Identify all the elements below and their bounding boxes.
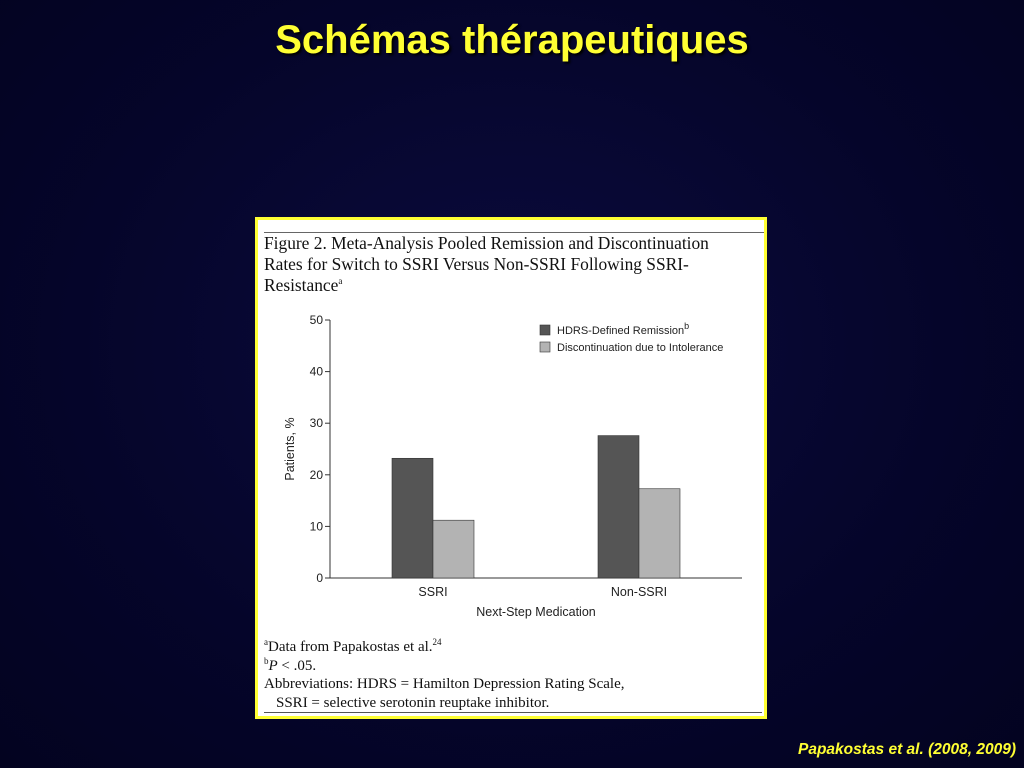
legend-swatch-remission: [540, 325, 550, 335]
y-axis: [310, 313, 330, 585]
legend-label-remission: [557, 321, 689, 337]
category-labels: [418, 585, 667, 599]
legend-swatch-discontinuation: [540, 342, 550, 352]
figure-title-line-3-text: Resistance: [264, 275, 339, 295]
x-tick-label: Non-SSRI: [610, 585, 668, 599]
note-abbreviations-line-2: SSRI = selective serotonin reuptake inhibitor.: [276, 694, 550, 711]
y-tick-label: 50: [309, 313, 323, 327]
figure-bottom-rule: [264, 712, 762, 713]
x-tick-label: SSRI: [418, 585, 448, 599]
bar-remission-non-ssri: [598, 436, 639, 578]
bar-discontinuation-ssri: [433, 520, 474, 578]
note-p-value: [264, 657, 764, 676]
y-tick-label: 10: [309, 519, 323, 534]
legend: [540, 321, 723, 354]
slide-title: Schémas thérapeutiques: [275, 18, 749, 62]
y-tick-label: 0: [316, 571, 323, 585]
note-p-value-text: < .05.: [277, 657, 317, 674]
legend-label-discontinuation: Discontinuation due to Intolerance: [557, 342, 724, 354]
citation: Papakostas et al. (2008, 2009): [798, 741, 1016, 758]
note-data-source-marker: a: [264, 637, 268, 647]
legend-remission-footnote: b: [684, 321, 690, 331]
note-data-source-ref: 24: [432, 637, 442, 647]
note-abbreviations-line-1: Abbreviations: HDRS = Hamilton Depression Rating Scale,: [264, 676, 625, 692]
note-data-source-text: Data from Papakostas et al.: [268, 639, 433, 655]
y-tick-label: 20: [309, 467, 323, 482]
y-tick-label: 40: [309, 364, 323, 379]
y-axis-label: Patients, %: [283, 417, 297, 481]
note-p-symbol: P: [268, 657, 278, 674]
x-axis-label: Next-Step Medication: [476, 605, 596, 619]
figure-title-line-2: Rates for Switch to SSRI Versus Non-SSRI Following SSRI-: [264, 254, 689, 274]
figure-title-line-1: Figure 2. Meta-Analysis Pooled Remission and Discontinuation: [264, 233, 709, 253]
figure-notes: [264, 638, 764, 712]
figure-title-footnote-marker: a: [338, 276, 343, 287]
note-data-source: [264, 638, 764, 657]
legend-remission-text: HDRS-Defined Remission: [557, 325, 685, 337]
bars: [392, 436, 680, 578]
bar-remission-ssri: [392, 458, 433, 578]
y-tick-label: 30: [309, 416, 323, 431]
figure-panel: [255, 217, 767, 719]
note-p-value-marker: b: [264, 655, 269, 666]
bar-discontinuation-non-ssri: [639, 489, 680, 578]
